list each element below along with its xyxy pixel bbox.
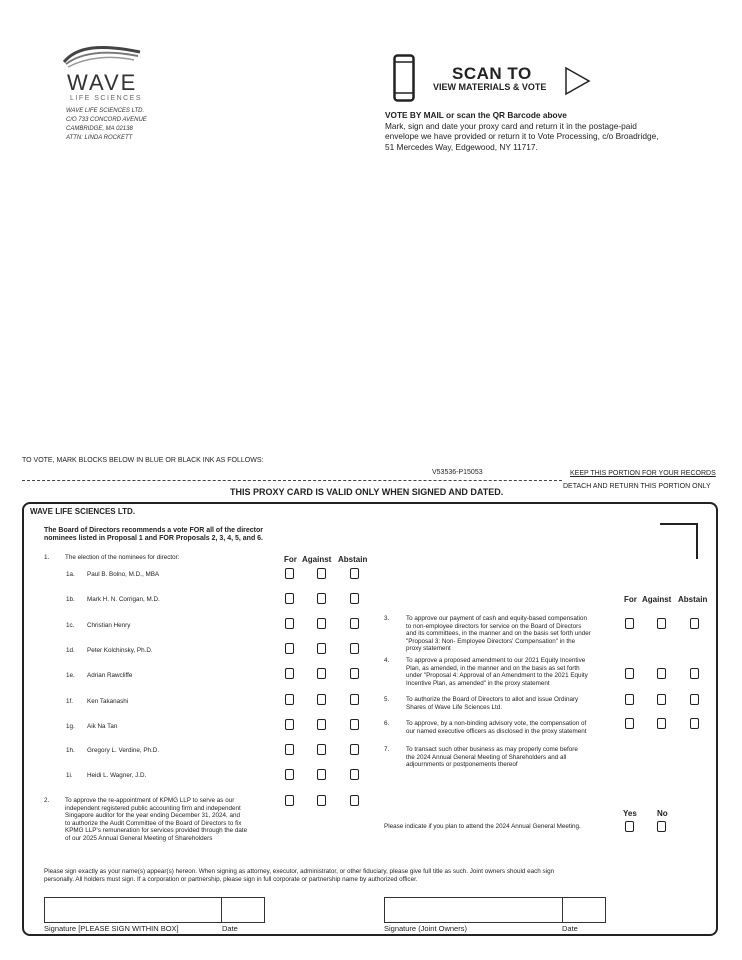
proposal-6-number: 6.: [384, 720, 390, 727]
vote-by-mail: [385, 110, 675, 152]
proposal-line: to non-employee directors for service on the Board of Directors: [406, 622, 582, 630]
proposal-4-for-checkbox[interactable]: [625, 668, 634, 679]
proposal-6-against-checkbox[interactable]: [657, 718, 666, 729]
proposal-line: to authorize the Audit Committee of the Board of Directors to fix: [65, 819, 242, 827]
proposal-line: "Proposal 3: Non- Employee Directors' Compensation" in the: [406, 637, 576, 645]
yes-label: Yes: [623, 809, 637, 818]
phone-icon: [393, 54, 415, 102]
joint-signature-box[interactable]: [384, 897, 563, 923]
proposal-6-abstain-checkbox[interactable]: [690, 718, 699, 729]
proposal-2-text: [65, 797, 280, 843]
proposal-line: KPMG LLP's remuneration for services provided through the date: [65, 827, 248, 835]
scan-subtitle: VIEW MATERIALS & VOTE: [433, 82, 547, 92]
nominee-number: 1g.: [66, 723, 75, 730]
proposal-3-for-checkbox[interactable]: [625, 618, 634, 629]
proposal-line: To transact such other business as may properly come before: [406, 746, 578, 753]
board-rec-line: The Board of Directors recommends a vote FOR all of the director: [44, 527, 263, 534]
proposal-line: Incentive Plan, as amended" in the proxy statement: [406, 679, 550, 687]
proposal-line: and its committees, in the manner and on the basis set forth under: [406, 630, 591, 638]
attend-no-checkbox[interactable]: [657, 821, 666, 832]
nominee-number: 1b.: [66, 596, 75, 603]
no-label: No: [657, 809, 668, 818]
signing-line: Please sign exactly as your name(s) appear(s) hereon. When signing as attorney, executor, administrator, or other fiduciary, please give full title as such. Joint owners should each sign: [44, 868, 555, 875]
proposal-line: Plan, as amended, in the manner and on the basis as set forth: [406, 664, 580, 672]
proposal-3-text: [406, 615, 611, 653]
proposal-line: of our 2025 Annual General Meeting of Shareholders: [65, 834, 213, 842]
nominee-for-checkbox[interactable]: [285, 694, 294, 705]
proposal-line: To approve the re-appointment of KPMG LLP to serve as our: [65, 797, 235, 804]
board-recommendation: [44, 527, 263, 543]
nominee-number: 1i.: [66, 772, 73, 779]
joint-date-label: Date: [562, 924, 578, 933]
proposal-line: the 2024 Annual General Meeting of Shareholders and all: [406, 753, 567, 761]
address-line: C/O 733 CONCORD AVENUE: [66, 117, 147, 123]
nominee-number: 1c.: [66, 622, 75, 629]
nominee-number: 1d.: [66, 647, 75, 654]
col-for-right: For: [624, 595, 637, 604]
nominee-for-checkbox[interactable]: [285, 593, 294, 604]
nominee-abstain-checkbox[interactable]: [350, 719, 359, 730]
nominee-abstain-checkbox[interactable]: [350, 618, 359, 629]
proposal-7-number: 7.: [384, 746, 390, 753]
nominee-for-checkbox[interactable]: [285, 568, 294, 579]
nominee-abstain-checkbox[interactable]: [350, 744, 359, 755]
signing-instructions: [44, 868, 624, 883]
address-line: ATTN: LINDA ROCKETT: [66, 135, 133, 141]
col-against-right: Against: [642, 595, 672, 604]
proposal-4-abstain-checkbox[interactable]: [690, 668, 699, 679]
proposal-7-text: [406, 746, 611, 769]
address-line: CAMBRIDGE, MA 02138: [66, 126, 133, 132]
proposal-5-abstain-checkbox[interactable]: [690, 694, 699, 705]
proposal-2-abstain-checkbox[interactable]: [350, 795, 359, 806]
nominee-name: Christian Henry: [87, 622, 131, 629]
mail-line: Mark, sign and date your proxy card and return it in the postage-paid: [385, 120, 637, 131]
scan-title: SCAN TO: [452, 64, 532, 83]
nominee-number: 1e.: [66, 672, 75, 679]
proposal-line: To approve, by a non-binding advisory vote, the compensation of: [406, 720, 587, 727]
nominee-against-checkbox[interactable]: [317, 769, 326, 780]
nominee-abstain-checkbox[interactable]: [350, 593, 359, 604]
joint-signature-label: Signature (Joint Owners): [384, 924, 467, 933]
nominee-name: Gregory L. Verdine, Ph.D.: [87, 747, 160, 754]
nominee-number: 1h.: [66, 747, 75, 754]
proposal-6-text: [406, 720, 611, 735]
mail-line: envelope we have provided or return it to Vote Processing, c/o Broadridge,: [385, 131, 659, 141]
nominee-against-checkbox[interactable]: [317, 643, 326, 654]
nominee-name: Mark H. N. Corrigan, M.D.: [87, 596, 160, 603]
proposal-4-text: [406, 657, 611, 687]
nominee-abstain-checkbox[interactable]: [350, 769, 359, 780]
col-abstain-right: Abstain: [678, 595, 708, 604]
nominee-for-checkbox[interactable]: [285, 769, 294, 780]
keep-portion-label: KEEP THIS PORTION FOR YOUR RECORDS: [570, 470, 716, 477]
logo-subtitle: LIFE SCIENCES: [70, 95, 143, 102]
nominee-number: 1f.: [66, 698, 74, 705]
nominee-name: Ken Takanashi: [87, 698, 129, 705]
mail-heading: VOTE BY MAIL or scan the QR Barcode above: [385, 110, 567, 120]
proposal-1-number: 1.: [44, 554, 50, 561]
address-line: WAVE LIFE SCIENCES LTD.: [66, 108, 145, 114]
proposal-5-against-checkbox[interactable]: [657, 694, 666, 705]
proposal-1-text: The election of the nominees for director:: [65, 554, 180, 561]
nominee-abstain-checkbox[interactable]: [350, 668, 359, 679]
attend-yes-checkbox[interactable]: [625, 821, 634, 832]
nominee-against-checkbox[interactable]: [317, 568, 326, 579]
proposal-line: To approve our payment of cash and equity-based compensation: [406, 615, 587, 622]
proposal-5-number: 5.: [384, 696, 390, 703]
col-against: Against: [302, 555, 332, 564]
signing-line: personally. All holders must sign. If a corporation or partnership, please sign in full corporate or partnership name by authorized officer.: [44, 875, 418, 883]
proposal-6-for-checkbox[interactable]: [625, 718, 634, 729]
control-code: V53536-P15053: [432, 469, 483, 476]
nominee-name: Peter Kolchinsky, Ph.D.: [87, 647, 153, 654]
valid-notice: THIS PROXY CARD IS VALID ONLY WHEN SIGNED AND DATED.: [230, 487, 504, 497]
proposal-line: proxy statement: [406, 645, 451, 653]
proposal-5-for-checkbox[interactable]: [625, 694, 634, 705]
nominee-for-checkbox[interactable]: [285, 719, 294, 730]
vote-instructions: TO VOTE, MARK BLOCKS BELOW IN BLUE OR BLACK INK AS FOLLOWS:: [22, 457, 264, 464]
proposal-line: To authorize the Board of Directors to allot and issue Ordinary: [406, 696, 579, 703]
card-company: WAVE LIFE SCIENCES LTD.: [30, 507, 136, 516]
detach-portion-label: DETACH AND RETURN THIS PORTION ONLY: [563, 483, 711, 490]
nominee-against-checkbox[interactable]: [317, 668, 326, 679]
proposal-line: To approve a proposed amendment to our 2021 Equity Incentive: [406, 657, 586, 664]
proposal-2-number: 2.: [44, 797, 50, 804]
proposal-3-against-checkbox[interactable]: [657, 618, 666, 629]
nominee-against-checkbox[interactable]: [317, 719, 326, 730]
nominee-against-checkbox[interactable]: [317, 744, 326, 755]
nominee-name: Paul B. Bolno, M.D., MBA: [87, 571, 160, 578]
proposal-line: adjournments or postponements thereof: [406, 761, 518, 769]
proposal-line: Singapore auditor for the year ending December 31, 2024, and: [65, 812, 241, 820]
proposal-line: Shares of Wave Life Sciences Ltd.: [406, 703, 503, 711]
play-triangle-icon: [564, 66, 592, 96]
return-address: [66, 107, 147, 143]
attend-text: Please indicate if you plan to attend the 2024 Annual General Meeting.: [384, 823, 581, 830]
proposal-line: independent registered public accounting firm and independent: [65, 804, 241, 812]
logo-wordmark: WAVE: [67, 70, 138, 95]
board-rec-line: nominees listed in Proposal 1 and FOR Proposals 2, 3, 4, 5, and 6.: [44, 535, 264, 542]
nominee-against-checkbox[interactable]: [317, 593, 326, 604]
nominee-abstain-checkbox[interactable]: [350, 694, 359, 705]
nominee-against-checkbox[interactable]: [317, 694, 326, 705]
corner-mark: [660, 523, 698, 559]
nominee-for-checkbox[interactable]: [285, 744, 294, 755]
proposal-3-abstain-checkbox[interactable]: [690, 618, 699, 629]
proposal-line: our named executive officers as disclosed in the proxy statement: [406, 727, 587, 735]
proposal-line: under "Proposal 4: Approval of an Amendment to the 2021 Equity: [406, 672, 588, 680]
date-box[interactable]: [221, 897, 265, 923]
proposal-3-number: 3.: [384, 615, 390, 622]
proposal-2-for-checkbox[interactable]: [285, 795, 294, 806]
cut-line: [22, 480, 562, 481]
nominee-name: Adrian Rawcliffe: [87, 672, 133, 679]
wave-logo-swoosh: [62, 42, 142, 70]
date-label: Date: [222, 924, 238, 933]
nominee-abstain-checkbox[interactable]: [350, 568, 359, 579]
col-abstain: Abstain: [338, 555, 368, 564]
nominee-number: 1a.: [66, 571, 75, 578]
proposal-2-against-checkbox[interactable]: [317, 795, 326, 806]
nominee-against-checkbox[interactable]: [317, 618, 326, 629]
mail-line: 51 Mercedes Way, Edgewood, NY 11717.: [385, 141, 538, 152]
proposal-4-number: 4.: [384, 657, 390, 664]
nominee-for-checkbox[interactable]: [285, 618, 294, 629]
signature-label: Signature [PLEASE SIGN WITHIN BOX]: [44, 924, 179, 933]
proposal-4-against-checkbox[interactable]: [657, 668, 666, 679]
nominee-name: Heidi L. Wagner, J.D.: [87, 772, 147, 779]
nominee-for-checkbox[interactable]: [285, 643, 294, 654]
signature-box[interactable]: [44, 897, 222, 923]
joint-date-box[interactable]: [562, 897, 606, 923]
proposal-5-text: [406, 696, 611, 711]
nominee-name: Aik Na Tan: [87, 723, 118, 730]
nominee-for-checkbox[interactable]: [285, 668, 294, 679]
nominee-abstain-checkbox[interactable]: [350, 643, 359, 654]
col-for: For: [284, 555, 297, 564]
